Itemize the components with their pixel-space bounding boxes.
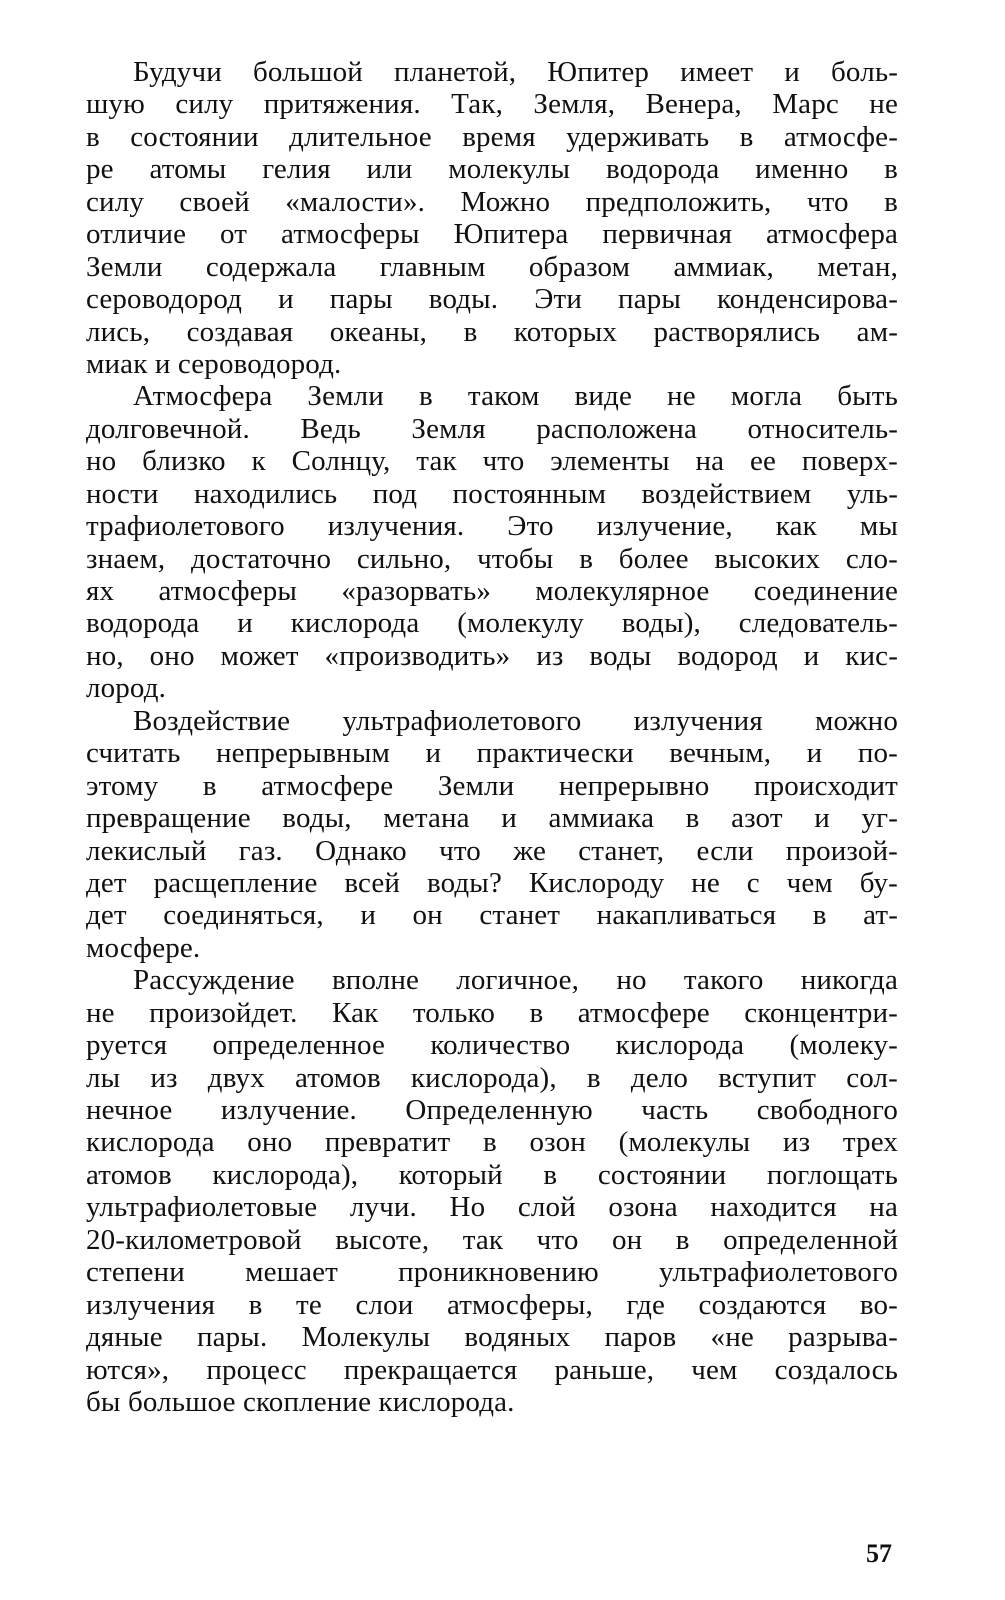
text-line: ются», процесс прекращается раньше, чем создалось <box>86 1353 898 1386</box>
text-line: знаем, достаточно сильно, чтобы в более высоких сло- <box>86 542 898 575</box>
text-line: лород. <box>86 672 167 705</box>
text-line: степени мешает проникновению ультрафиолетового <box>86 1256 898 1289</box>
text-line: водорода и кислорода (молекулу воды), следователь- <box>86 607 898 640</box>
text-line: дет расщепление всей воды? Кислороду не с чем бу- <box>86 866 898 899</box>
text-line: лы из двух атомов кислорода), в дело вступит сол- <box>86 1061 898 1094</box>
text-line: лекислый газ. Однако что же станет, если произой- <box>86 834 898 867</box>
text-line: долговечной. Ведь Земля расположена относитель- <box>86 412 898 445</box>
page-number: 57 <box>866 1539 892 1568</box>
text-line: но, оно может «производить» из воды водород и кис- <box>86 639 898 672</box>
paragraph-4 <box>86 964 898 1418</box>
paragraph-1 <box>86 56 898 380</box>
text-line: трафиолетового излучения. Это излучение, как мы <box>86 510 898 543</box>
text-line: дет соединяться, и он станет накапливаться в ат- <box>86 899 898 932</box>
text-line: лись, создавая океаны, в которых растворялись ам- <box>86 315 898 348</box>
text-line: Атмосфера Земли в таком виде не могла быть <box>133 380 898 413</box>
text-line: кислорода оно превратит в озон (молекулы из трех <box>86 1126 898 1159</box>
text-line: силу своей «малости». Можно предположить, что в <box>86 185 898 218</box>
text-line: в состоянии длительное время удерживать в атмосфе- <box>86 120 898 153</box>
text-line: отличие от атмосферы Юпитера первичная атмосфера <box>86 218 898 251</box>
text-line: Воздействие ультрафиолетового излучения можно <box>133 704 898 737</box>
paragraph-2 <box>86 380 898 704</box>
text-line: бы большое скопление кислорода. <box>86 1385 515 1418</box>
text-line: Земли содержала главным образом аммиак, метан, <box>86 250 898 283</box>
text-line: Будучи большой планетой, Юпитер имеет и боль- <box>133 56 898 88</box>
text-line: ях атмосферы «разорвать» молекулярное соединение <box>86 575 898 607</box>
text-line: этому в атмосфере Земли непрерывно происходит <box>86 769 898 802</box>
text-line: мосфере. <box>86 931 201 964</box>
text-line: руется определенное количество кислорода (молеку- <box>86 1029 898 1062</box>
text-line: считать непрерывным и практически вечным, и по- <box>86 737 898 770</box>
text-line: миак и сероводород. <box>86 347 342 380</box>
paragraph-3 <box>86 705 898 965</box>
text-line: ультрафиолетовые лучи. Но слой озона находится на <box>86 1191 898 1224</box>
text-line: нечное излучение. Определенную часть свободного <box>86 1094 898 1126</box>
text-line: ности находились под постоянным воздействием уль- <box>86 477 898 510</box>
text-line: Рассуждение вполне логичное, но такого никогда <box>133 964 898 997</box>
text-line: дяные пары. Молекулы водяных паров «не разрыва- <box>86 1321 898 1354</box>
text-line: атомов кислорода), который в состоянии поглощать <box>86 1158 898 1191</box>
text-line: ре атомы гелия или молекулы водорода именно в <box>86 153 898 186</box>
text-line: 20-километровой высоте, так что он в определенной <box>86 1223 898 1256</box>
text-line: но близко к Солнцу, так что элементы на ее поверх- <box>86 445 898 478</box>
text-line: сероводород и пары воды. Эти пары конденсирова- <box>86 283 898 316</box>
text-line: излучения в те слои атмосферы, где создаются во- <box>86 1288 898 1321</box>
page-body <box>86 56 898 1418</box>
text-line: шую силу притяжения. Так, Земля, Венера, Марс не <box>86 88 898 121</box>
text-line: не произойдет. Как только в атмосфере сконцентри- <box>86 996 898 1029</box>
text-line: превращение воды, метана и аммиака в азот и уг- <box>86 802 898 835</box>
